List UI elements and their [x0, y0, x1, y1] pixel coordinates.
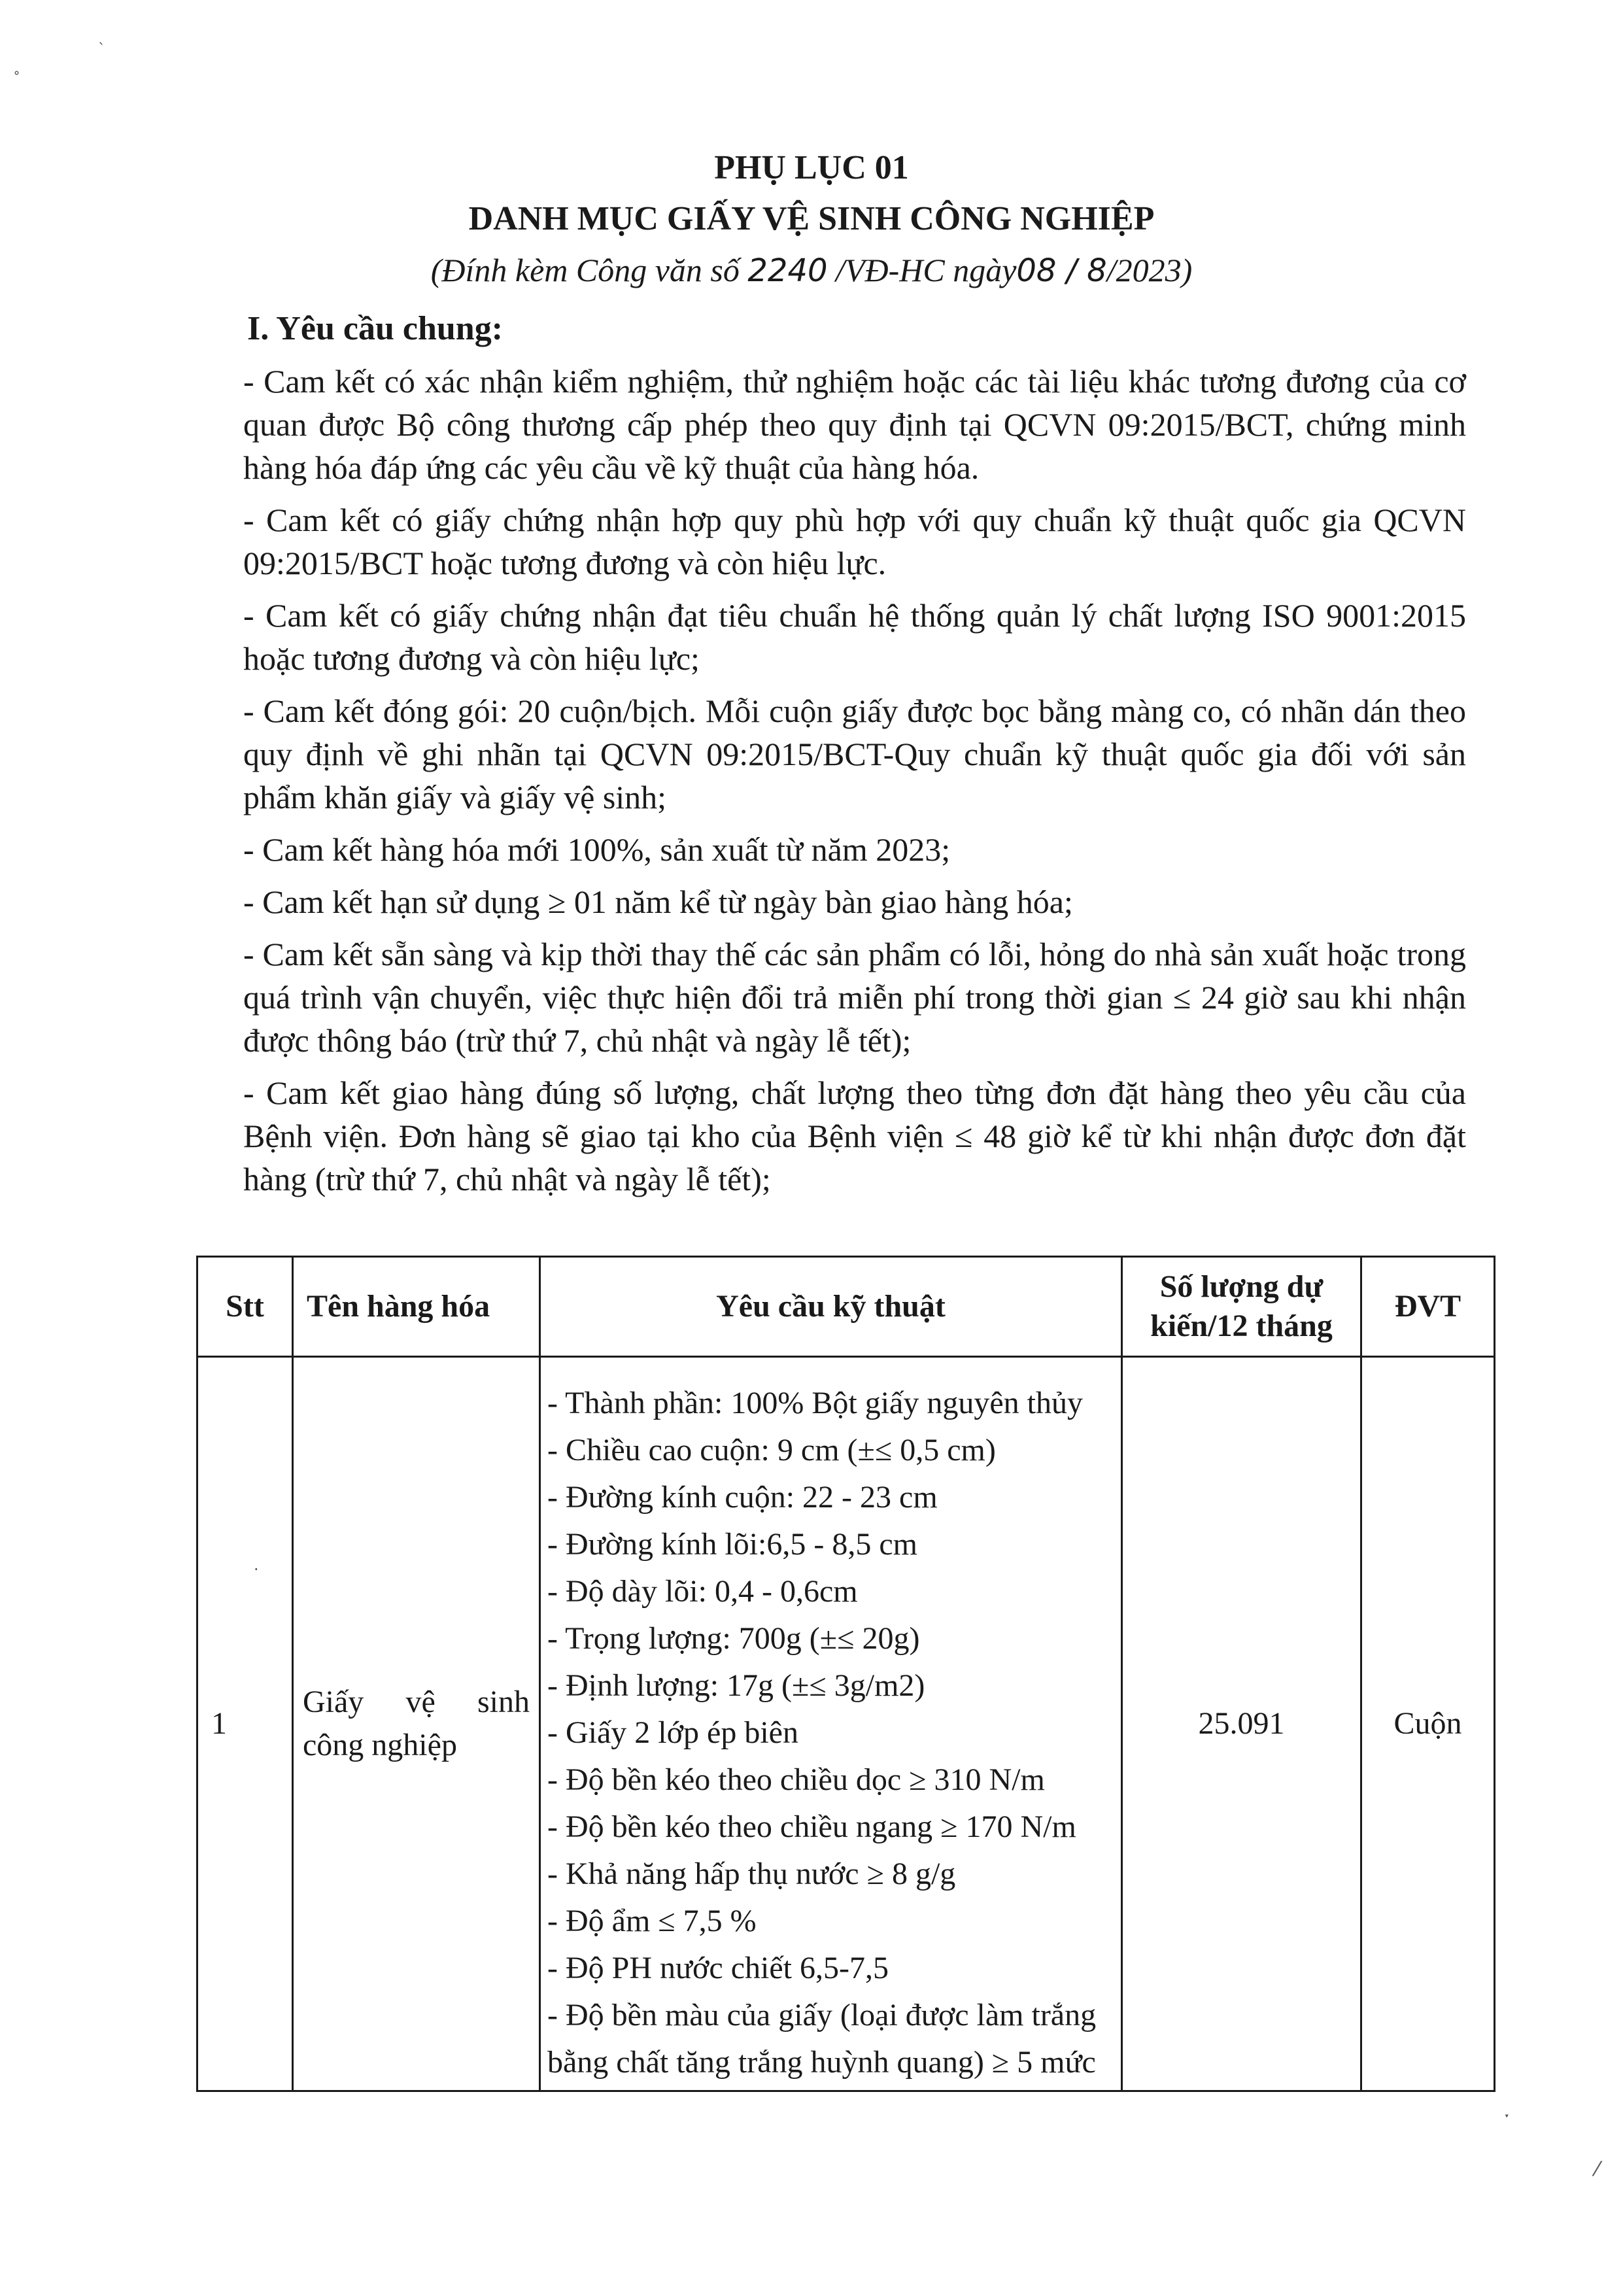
product-spec-table	[196, 1256, 1495, 2092]
requirement-item: - Cam kết hạn sử dụng ≥ 01 năm kể từ ngày bàn giao hàng hóa;	[243, 883, 1073, 920]
document-title: DANH MỤC GIẤY VỆ SINH CÔNG NGHIỆP	[468, 200, 1155, 237]
cell-unit: Cuộn	[1361, 1357, 1495, 2091]
handwritten-date: 08 / 8	[1016, 252, 1107, 289]
requirement-item: - Cam kết có giấy chứng nhận hợp quy phù hợp với quy chuẩn kỹ thuật quốc gia QCVN 09:2015/BCT hoặc tương đương và còn hiệu lực.	[243, 502, 1466, 581]
header-technical-requirements: Yêu cầu kỹ thuật	[540, 1257, 1122, 1357]
scan-speck: ˑ	[1504, 2107, 1511, 2130]
cell-stt: 1	[197, 1357, 293, 2091]
attachment-suffix: /2023)	[1106, 252, 1193, 288]
requirement-item: - Cam kết có xác nhận kiểm nghiệm, thử nghiệm hoặc các tài liệu khác tương đương của cơ quan được Bộ công thương cấp phép theo quy định tại QCVN 09:2015/BCT, chứng minh hàng hóa đáp ứng các yêu cầu về kỹ thuật của hàng hóa.	[243, 363, 1466, 486]
spec-line: - Thành phần: 100% Bột giấy nguyên thủy	[547, 1386, 1083, 1420]
spec-line: - Độ ẩm ≤ 7,5 %	[547, 1904, 757, 1938]
attachment-middle: /VĐ-HC ngày	[827, 252, 1017, 288]
spec-line: - Độ bền màu của giấy (loại được làm trắng bằng chất tăng trắng huỳnh quang) ≥ 5 mức	[547, 1998, 1097, 2080]
general-requirements-list	[243, 360, 1466, 1210]
requirement-item: - Cam kết giao hàng đúng số lượng, chất lượng theo từng đơn đặt hàng theo yêu cầu của Bệnh viện. Đơn hàng sẽ giao tại kho của Bệnh viện ≤ 48 giờ kể từ khi nhận được đơn đặt hàng (trừ thứ 7, chủ nhật và ngày lễ tết);	[243, 1074, 1466, 1197]
spec-line: - Khả năng hấp thụ nước ≥ 8 g/g	[547, 1857, 956, 1891]
scan-speck: ⁄	[1596, 2158, 1599, 2181]
header-stt: Stt	[197, 1257, 293, 1357]
spec-line: - Định lượng: 17g (±≤ 3g/m2)	[547, 1668, 925, 1703]
spec-line: - Chiều cao cuộn: 9 cm (±≤ 0,5 cm)	[547, 1433, 996, 1467]
spec-line: - Độ PH nước chiết 6,5-7,5	[547, 1951, 889, 1985]
table-row	[197, 1357, 1495, 2091]
appendix-title: PHỤ LỤC 01	[714, 149, 909, 186]
requirement-item: - Cam kết sẵn sàng và kịp thời thay thế các sản phẩm có lỗi, hỏng do nhà sản xuất hoặc trong quá trình vận chuyển, việc thực hiện đổi trả miễn phí trong thời gian ≤ 24 giờ sau khi nhận được thông báo (trừ thứ 7, chủ nhật và ngày lễ tết);	[243, 936, 1466, 1059]
requirement-item: - Cam kết hàng hóa mới 100%, sản xuất từ năm 2023;	[243, 831, 951, 868]
cell-product-name: Giấy vệ sinh công nghiệp	[293, 1357, 540, 2091]
spec-line: - Độ bền kéo theo chiều dọc ≥ 310 N/m	[547, 1762, 1045, 1797]
header-estimated-quantity: Số lượng dự kiến/12 tháng	[1122, 1257, 1361, 1357]
header-product-name: Tên hàng hóa	[293, 1257, 540, 1357]
scan-speck: ·	[254, 1560, 259, 1579]
spec-line: - Trọng lượng: 700g (±≤ 20g)	[547, 1621, 920, 1656]
scan-speck: ˎ	[98, 29, 105, 45]
spec-line: - Đường kính lõi:6,5 - 8,5 cm	[547, 1527, 918, 1562]
spec-line: - Giấy 2 lớp ép biên	[547, 1715, 798, 1750]
spec-line: - Đường kính cuộn: 22 - 23 cm	[547, 1480, 938, 1515]
cell-estimated-quantity: 25.091	[1122, 1357, 1361, 2091]
spec-line: - Độ dày lõi: 0,4 - 0,6cm	[547, 1574, 858, 1609]
attachment-reference	[0, 247, 1623, 294]
section-heading: I. Yêu cầu chung:	[247, 310, 504, 347]
requirement-item: - Cam kết đóng gói: 20 cuộn/bịch. Mỗi cuộn giấy được bọc bằng màng co, có nhãn dán theo quy định về ghi nhãn tại QCVN 09:2015/BCT-Quy chuẩn kỹ thuật quốc gia đối với sản phẩm khăn giấy và giấy vệ sinh;	[243, 693, 1466, 815]
table-header-row	[197, 1257, 1495, 1357]
spec-line: - Độ bền kéo theo chiều ngang ≥ 170 N/m	[547, 1809, 1076, 1844]
attachment-prefix: (Đính kèm Công văn số	[430, 252, 748, 288]
header-unit: ĐVT	[1361, 1257, 1495, 1357]
handwritten-doc-number: 2240	[747, 252, 828, 289]
scan-speck: ˳	[13, 59, 20, 75]
requirement-item: - Cam kết có giấy chứng nhận đạt tiêu chuẩn hệ thống quản lý chất lượng ISO 9001:2015 hoặc tương đương và còn hiệu lực;	[243, 597, 1466, 677]
cell-technical-requirements	[540, 1357, 1122, 2091]
